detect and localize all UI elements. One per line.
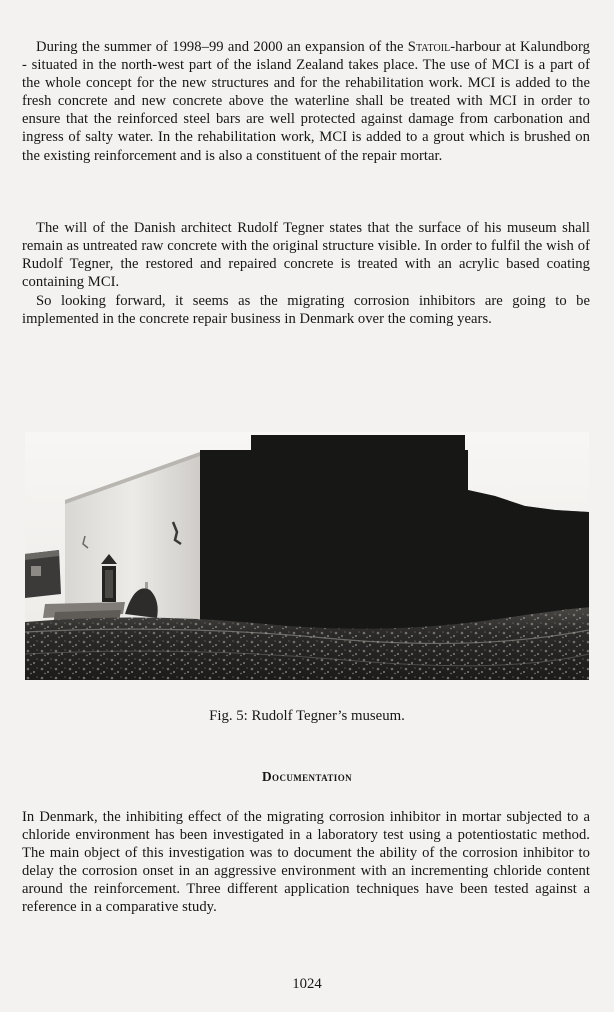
- paragraph-tegner-museum: The will of the Danish architect Rudolf Tegner states that the surface of his museum shall remain as untreated raw concrete with the original structure visible. In order to fulfil the wish of Rudolf Tegner, the restored and repaired concrete is treated with an acrylic based coating containing MCI.: [22, 220, 590, 291]
- section-heading: Documentation: [261, 769, 353, 784]
- figure-caption: Fig. 5: Rudolf Tegner’s museum.: [209, 708, 405, 724]
- page-number: 1024: [292, 976, 322, 992]
- paragraph-statoil-harbour: [22, 38, 590, 165]
- paragraph-documentation: In Denmark, the inhibiting effect of the migrating corrosion inhibitor in mortar subjected to a chloride environment has been investigated in a laboratory test using a potentiostatic method. The main object of this investigation was to document the ability of the corrosion inhibitor to delay the corrosion onset in an aggressive environment with an incrementing chloride content around the reinforcement. Three different application techniques have been tested against a reference in a comparative study.: [22, 809, 590, 916]
- museum-photograph: [25, 432, 589, 680]
- paragraph-text: During the summer of 1998–99 and 2000 an expansion of the: [36, 39, 408, 55]
- paragraph-looking-forward: So looking forward, it seems as the migrating corrosion inhibitors are going to be implemented in the concrete repair business in Denmark over the coming years.: [22, 293, 590, 328]
- company-name: Statoil: [407, 39, 451, 55]
- paragraph-text: -harbour at Kalundborg - situated in the north-west part of the island Zealand takes place. The use of MCI is a part of the whole concept for the new structures and for the rehabilitation work. MCI is added to the fresh concrete and new concrete above the waterline shall be treated with MCI in order to ensure that the reinforced steel bars are well protected against damage from carbonation and ingress of salty water. In the rehabilitation work, MCI is added to a grout which is brushed on the existing reinforcement and is also a constituent of the repair mortar.: [22, 39, 591, 164]
